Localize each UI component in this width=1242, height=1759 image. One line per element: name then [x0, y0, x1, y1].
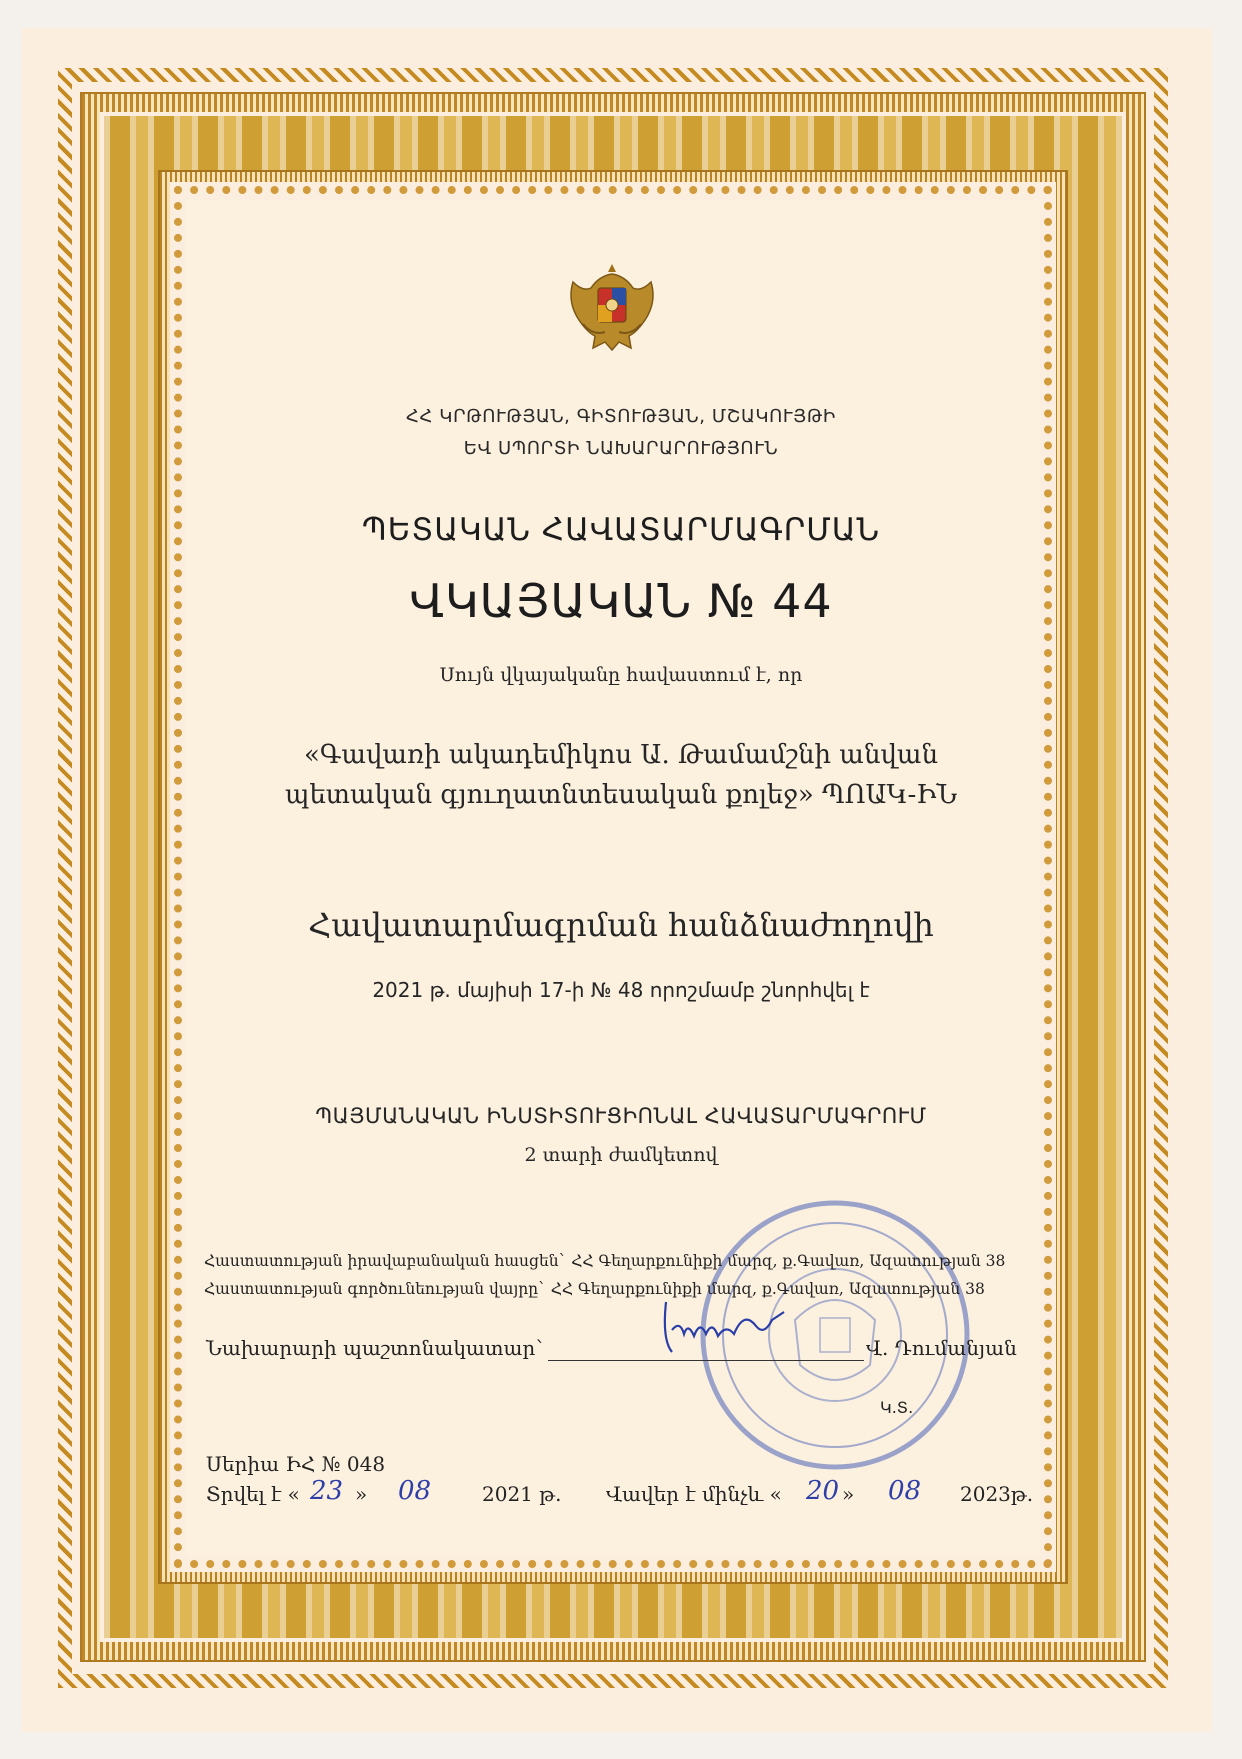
valid-day-close: » — [842, 1482, 855, 1506]
intro-text: Սույն վկայականը հավաստում է, որ — [439, 664, 803, 686]
signature-line — [548, 1360, 864, 1361]
accreditation-type: ՊԱՅՄԱՆԱԿԱՆ ԻՆՍՏԻՏՈՒՑԻՈՆԱԼ ՀԱՎԱՏԱՐՄԱԳՐՈՒՄ — [315, 1104, 927, 1128]
signatory-title: Նախարարի պաշտոնակատար` — [206, 1336, 546, 1360]
coat-of-arms-emblem — [565, 262, 659, 354]
valid-month: 08 — [888, 1476, 922, 1506]
valid-until-prefix: Վավեր է մինչև « — [606, 1482, 782, 1506]
certificate-title: ՊԵՏԱԿԱՆ ՀԱՎԱՏԱՐՄԱԳՐՄԱՆ — [361, 512, 881, 548]
seal-place-label: Կ.Տ. — [880, 1398, 914, 1417]
decision-text: 2021 թ. մայիսի 17-ի № 48 որոշմամբ շնորհվել է — [372, 978, 870, 1002]
accreditation-period: 2 տարի ժամկետով — [524, 1144, 718, 1166]
issued-year: 2021 թ. — [482, 1482, 562, 1506]
signatory-name: Վ. Դումանյան — [866, 1336, 1017, 1360]
ministry-line-1: ՀՀ ԿՐԹՈՒԹՅԱՆ, ԳԻՏՈՒԹՅԱՆ, ՄՇԱԿՈՒՅԹԻ — [406, 406, 836, 427]
legal-address: Հաստատության իրավաբանական հասցեն` ՀՀ Գեղարքունիքի մարզ, ք.Գավառ, Ազատության 38 — [204, 1252, 1006, 1270]
institution-line-1: «Գավառի ակադեմիկոս Ա. Թամամշնի անվան — [303, 740, 939, 770]
issued-day: 23 — [310, 1476, 344, 1506]
valid-year: 2023թ. — [960, 1482, 1034, 1506]
commission-text: Հավատարմագրման հանձնաժողովի — [308, 906, 934, 944]
series-number: Սերիա ԻՀ № 048 — [206, 1452, 386, 1476]
handwritten-signature — [660, 1290, 790, 1360]
activity-address: Հաստատության գործունեության վայրը` ՀՀ Գեղարքունիքի մարզ, ք.Գավառ, Ազատության 38 — [204, 1280, 985, 1298]
ministry-line-2: ԵՎ ՍՊՈՐՏԻ ՆԱԽԱՐԱՐՈՒԹՅՈՒՆ — [463, 438, 779, 459]
issued-prefix: Տրվել է « — [206, 1482, 300, 1506]
issued-day-close: » — [355, 1482, 368, 1506]
certificate-number: ՎԿԱՅԱԿԱՆ № 44 — [409, 574, 833, 628]
issued-month: 08 — [398, 1476, 432, 1506]
valid-day: 20 — [806, 1476, 840, 1506]
institution-line-2: պետական գյուղատնտեսական քոլեջ» ՊՈԱԿ-ԻՆ — [285, 780, 957, 810]
